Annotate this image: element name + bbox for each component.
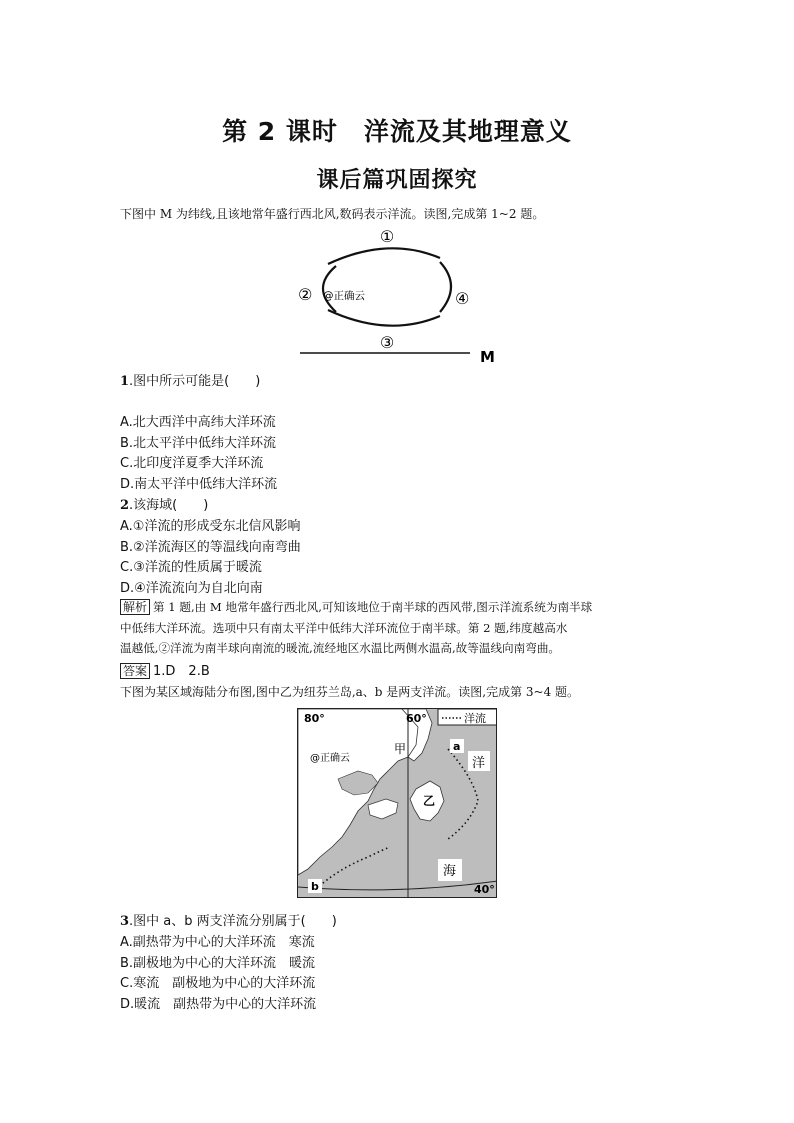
m-label: M (480, 348, 495, 366)
section-subtitle: 课后篇巩固探究 (316, 168, 478, 193)
gyre-top-arc (328, 248, 440, 264)
label-jia: 甲 (394, 742, 407, 756)
q1-option-a: A.北大西洋中高纬大洋环流 (120, 415, 276, 430)
intro-text-1: 下图中 M 为纬线,且该地常年盛行西北风,数码表示洋流。读图,完成第 1~2 题。 (120, 207, 545, 221)
watermark-text: @正确云 (323, 290, 365, 302)
current-label-1: ① (379, 227, 395, 246)
q1-option-d: D.南太平洋中低纬大洋环流 (120, 477, 278, 492)
lat-40-label: 40° (474, 883, 495, 896)
region-map-svg (298, 709, 497, 898)
q1-option-b: B.北太平洋中低纬大洋环流 (120, 436, 277, 451)
current-label-2: ② (298, 285, 313, 304)
answer-tag: 答案 (120, 663, 150, 679)
q2-option-a: A.①洋流的形成受东北信风影响 (120, 519, 301, 534)
gyre-right-arc (440, 262, 451, 312)
q3-option-c: C.寒流 副极地为中心的大洋环流 (120, 976, 316, 991)
label-b: b (311, 880, 319, 893)
page-title: 第 2 课时 洋流及其地理意义 (222, 117, 572, 146)
question-2: 2.该海域( ) (120, 498, 209, 513)
answer-line: 答案 1.D 2.B (120, 660, 210, 679)
legend-label: 洋流 (464, 712, 486, 725)
intro-text-2: 下图为某区域海陆分布图,图中乙为纽芬兰岛,a、b 是两支洋流。读图,完成第 3~4 题。 (120, 685, 580, 699)
q2-option-b: B.②洋流海区的等温线向南弯曲 (120, 540, 301, 555)
q3-option-b: B.副极地为中心的大洋环流 暖流 (120, 956, 316, 971)
gyre-bottom-arc (328, 310, 440, 326)
map-watermark: @正确云 (310, 753, 350, 764)
q1-option-c: C.北印度洋夏季大洋环流 (120, 456, 264, 471)
label-ocean1: 洋 (472, 756, 486, 771)
label-ocean2: 海 (443, 864, 457, 879)
q3-option-d: D.暖流 副热带为中心的大洋环流 (120, 997, 317, 1012)
gyre-left-arc (323, 266, 336, 312)
question-3: 3.图中 a、b 两支洋流分别属于( ) (120, 914, 337, 929)
region-map (297, 708, 497, 898)
q2-option-d: D.④洋流流向为自北向南 (120, 581, 263, 596)
current-label-4: ④ (455, 289, 470, 308)
explanation-line-2: 中低纬大洋环流。选项中只有南太平洋中低纬大洋环流位于南半球。第 2 题,纬度越高水 (120, 621, 568, 635)
current-label-3: ③ (379, 333, 395, 352)
explanation-tag: 解析 (120, 599, 150, 615)
q3-option-a: A.副热带为中心的大洋环流 寒流 (120, 935, 315, 950)
explanation-line-3: 温越低,②洋流为南半球向南流的暖流,流经地区水温比两侧水温高,故等温线向南弯曲。 (120, 641, 561, 655)
q2-option-c: C.③洋流的性质属于暖流 (120, 560, 262, 575)
label-yi: 乙 (423, 794, 436, 808)
lon-80-label: 80° (304, 712, 325, 725)
gyre-diagram (290, 222, 510, 367)
label-a: a (453, 740, 461, 753)
explanation-line-1: 解析 第 1 题,由 M 地常年盛行西北风,可知该地位于南半球的西风带,图示洋流系统为南半球 (120, 599, 592, 615)
question-1: 1.图中所示可能是( ) (120, 374, 261, 389)
lon-60-label: 60° (406, 712, 427, 725)
